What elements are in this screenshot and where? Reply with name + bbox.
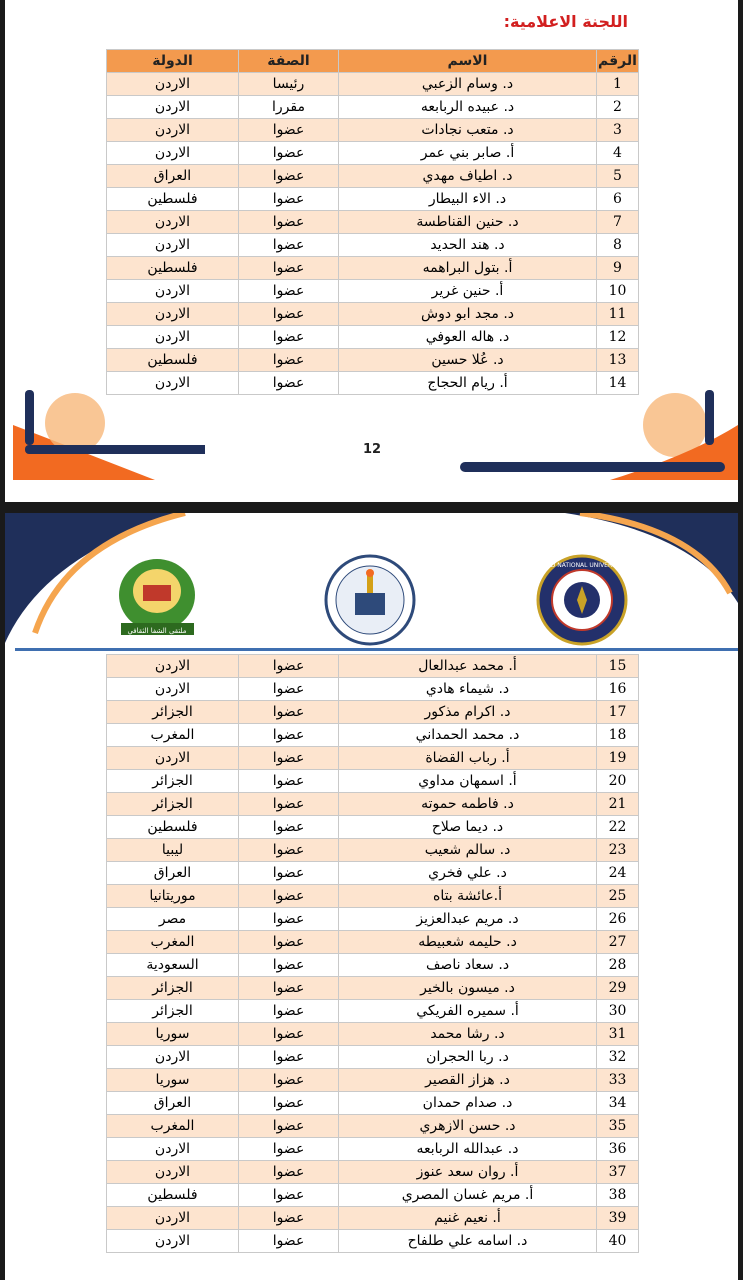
row-country-cell: فلسطين <box>107 1184 239 1207</box>
table-row <box>107 862 639 885</box>
table-row <box>107 1138 639 1161</box>
row-name-cell: د. سالم شعيب <box>339 839 597 862</box>
row-number-cell: 7 <box>597 211 639 234</box>
row-country-cell: المغرب <box>107 1115 239 1138</box>
row-name-cell: د. هاله العوفي <box>339 326 597 349</box>
row-role-cell: عضوا <box>239 1046 339 1069</box>
document-page-2 <box>5 513 738 1280</box>
row-name-cell: د. حنين القناطسة <box>339 211 597 234</box>
row-role-cell: رئيسا <box>239 73 339 96</box>
row-name-cell: د. وسام الزعبي <box>339 73 597 96</box>
row-role-cell: عضوا <box>239 119 339 142</box>
row-name-cell: د. اسامه علي طلفاح <box>339 1230 597 1253</box>
row-number-cell: 36 <box>597 1138 639 1161</box>
row-number-cell: 26 <box>597 908 639 931</box>
row-number-cell: 3 <box>597 119 639 142</box>
row-country-cell: العراق <box>107 862 239 885</box>
table-row <box>107 1023 639 1046</box>
row-role-cell: عضوا <box>239 211 339 234</box>
row-number-cell: 39 <box>597 1207 639 1230</box>
row-name-cell: أ. محمد عبدالعال <box>339 655 597 678</box>
row-country-cell: سوريا <box>107 1069 239 1092</box>
table-row <box>107 885 639 908</box>
row-country-cell: الاردن <box>107 119 239 142</box>
table-row <box>107 954 639 977</box>
row-number-cell: 17 <box>597 701 639 724</box>
table-row <box>107 1046 639 1069</box>
row-name-cell: د. الاء البيطار <box>339 188 597 211</box>
row-name-cell: د. عبدالله الربابعه <box>339 1138 597 1161</box>
row-country-cell: الاردن <box>107 1230 239 1253</box>
table-row <box>107 211 639 234</box>
row-country-cell: المغرب <box>107 931 239 954</box>
row-country-cell: فلسطين <box>107 188 239 211</box>
row-role-cell: عضوا <box>239 349 339 372</box>
table-row <box>107 1069 639 1092</box>
row-country-cell: الجزائر <box>107 770 239 793</box>
row-name-cell: د. سعاد ناصف <box>339 954 597 977</box>
row-name-cell: د. محمد الحمداني <box>339 724 597 747</box>
row-number-cell: 20 <box>597 770 639 793</box>
row-role-cell: مقررا <box>239 96 339 119</box>
table-row <box>107 724 639 747</box>
row-role-cell: عضوا <box>239 931 339 954</box>
page-number: 12 <box>363 442 382 457</box>
table-row <box>107 977 639 1000</box>
row-country-cell: السعودية <box>107 954 239 977</box>
row-number-cell: 14 <box>597 372 639 395</box>
table-row <box>107 142 639 165</box>
row-role-cell: عضوا <box>239 1207 339 1230</box>
row-country-cell: فلسطين <box>107 257 239 280</box>
header-name: الاسم <box>339 50 597 73</box>
row-country-cell: الجزائر <box>107 977 239 1000</box>
row-number-cell: 34 <box>597 1092 639 1115</box>
row-number-cell: 30 <box>597 1000 639 1023</box>
row-number-cell: 38 <box>597 1184 639 1207</box>
row-role-cell: عضوا <box>239 885 339 908</box>
table-row <box>107 326 639 349</box>
row-role-cell: عضوا <box>239 1069 339 1092</box>
row-role-cell: عضوا <box>239 1115 339 1138</box>
row-name-cell: أ. سميره الفريكي <box>339 1000 597 1023</box>
row-role-cell: عضوا <box>239 816 339 839</box>
table-row <box>107 701 639 724</box>
row-role-cell: عضوا <box>239 142 339 165</box>
row-name-cell: أ. رباب القضاة <box>339 747 597 770</box>
row-role-cell: عضوا <box>239 1092 339 1115</box>
row-country-cell: الجزائر <box>107 793 239 816</box>
row-country-cell: موريتانيا <box>107 885 239 908</box>
row-name-cell: أ. صابر بني عمر <box>339 142 597 165</box>
row-number-cell: 12 <box>597 326 639 349</box>
row-country-cell: الاردن <box>107 96 239 119</box>
row-name-cell: أ. حنين غرير <box>339 280 597 303</box>
row-country-cell: الاردن <box>107 211 239 234</box>
table-row <box>107 234 639 257</box>
row-number-cell: 19 <box>597 747 639 770</box>
row-number-cell: 27 <box>597 931 639 954</box>
row-name-cell: د. متعب نجادات <box>339 119 597 142</box>
row-number-cell: 21 <box>597 793 639 816</box>
row-number-cell: 8 <box>597 234 639 257</box>
row-role-cell: عضوا <box>239 655 339 678</box>
footer-decoration-left <box>5 385 205 485</box>
table-row <box>107 119 639 142</box>
row-number-cell: 33 <box>597 1069 639 1092</box>
row-name-cell: أ. مريم غسان المصري <box>339 1184 597 1207</box>
row-country-cell: الاردن <box>107 655 239 678</box>
row-role-cell: عضوا <box>239 372 339 395</box>
table-row <box>107 349 639 372</box>
row-role-cell: عضوا <box>239 1161 339 1184</box>
row-name-cell: أ. اسمهان مداوي <box>339 770 597 793</box>
row-number-cell: 15 <box>597 655 639 678</box>
row-role-cell: عضوا <box>239 165 339 188</box>
row-number-cell: 31 <box>597 1023 639 1046</box>
row-name-cell: د. عبيده الربابعه <box>339 96 597 119</box>
row-number-cell: 6 <box>597 188 639 211</box>
row-name-cell: د. مجد ابو دوش <box>339 303 597 326</box>
row-role-cell: عضوا <box>239 1023 339 1046</box>
table-row <box>107 188 639 211</box>
table-row <box>107 165 639 188</box>
table-row <box>107 839 639 862</box>
row-number-cell: 9 <box>597 257 639 280</box>
row-role-cell: عضوا <box>239 954 339 977</box>
row-role-cell: عضوا <box>239 908 339 931</box>
table-row <box>107 678 639 701</box>
table-row <box>107 96 639 119</box>
row-name-cell: د. عُلا حسين <box>339 349 597 372</box>
row-number-cell: 16 <box>597 678 639 701</box>
committee-heading: اللجنة الاعلامية: <box>503 12 628 31</box>
row-country-cell: الجزائر <box>107 701 239 724</box>
table-row <box>107 908 639 931</box>
row-number-cell: 1 <box>597 73 639 96</box>
row-number-cell: 24 <box>597 862 639 885</box>
row-name-cell: د. فاطمه حموته <box>339 793 597 816</box>
row-role-cell: عضوا <box>239 678 339 701</box>
row-name-cell: د. حليمه شعبيطه <box>339 931 597 954</box>
header-country: الدولة <box>107 50 239 73</box>
row-country-cell: العراق <box>107 165 239 188</box>
row-name-cell: د. هزاز القصير <box>339 1069 597 1092</box>
row-country-cell: ليبيا <box>107 839 239 862</box>
table-body-1 <box>107 73 639 395</box>
table-row <box>107 816 639 839</box>
row-number-cell: 5 <box>597 165 639 188</box>
row-number-cell: 25 <box>597 885 639 908</box>
row-number-cell: 23 <box>597 839 639 862</box>
row-name-cell: د. رشا محمد <box>339 1023 597 1046</box>
row-number-cell: 32 <box>597 1046 639 1069</box>
row-name-cell: د. ديما صلاح <box>339 816 597 839</box>
table-row <box>107 655 639 678</box>
svg-text:IRBID NATIONAL UNIVERSITY: IRBID NATIONAL UNIVERSITY <box>538 562 626 569</box>
row-name-cell: د. صدام حمدان <box>339 1092 597 1115</box>
row-role-cell: عضوا <box>239 188 339 211</box>
table-row <box>107 1000 639 1023</box>
row-country-cell: الاردن <box>107 1161 239 1184</box>
row-number-cell: 18 <box>597 724 639 747</box>
row-role-cell: عضوا <box>239 1138 339 1161</box>
row-country-cell: مصر <box>107 908 239 931</box>
row-name-cell: د. اطياف مهدي <box>339 165 597 188</box>
row-number-cell: 10 <box>597 280 639 303</box>
row-country-cell: الاردن <box>107 280 239 303</box>
row-number-cell: 29 <box>597 977 639 1000</box>
svg-text:ملتقى الشفا الثقافي: ملتقى الشفا الثقافي <box>127 627 187 635</box>
table-row <box>107 747 639 770</box>
irbid-university-logo <box>535 553 630 648</box>
table-row <box>107 1115 639 1138</box>
table-row <box>107 1092 639 1115</box>
arab-academic-assoc-logo <box>323 553 418 648</box>
row-name-cell: د. اكرام مذكور <box>339 701 597 724</box>
row-role-cell: عضوا <box>239 977 339 1000</box>
row-role-cell: عضوا <box>239 326 339 349</box>
row-number-cell: 22 <box>597 816 639 839</box>
table-row <box>107 770 639 793</box>
row-country-cell: الاردن <box>107 73 239 96</box>
row-number-cell: 2 <box>597 96 639 119</box>
table-row <box>107 1184 639 1207</box>
row-name-cell: د. هند الحديد <box>339 234 597 257</box>
row-name-cell: أ. روان سعد عنوز <box>339 1161 597 1184</box>
row-name-cell: أ. نعيم غنيم <box>339 1207 597 1230</box>
row-role-cell: عضوا <box>239 747 339 770</box>
row-country-cell: الاردن <box>107 372 239 395</box>
table-row <box>107 931 639 954</box>
row-country-cell: المغرب <box>107 724 239 747</box>
row-name-cell: د. علي فخري <box>339 862 597 885</box>
row-name-cell: أ.عائشة بتاه <box>339 885 597 908</box>
table-row <box>107 73 639 96</box>
row-name-cell: د. مريم عبدالعزيز <box>339 908 597 931</box>
table-row <box>107 1207 639 1230</box>
table-row <box>107 257 639 280</box>
row-role-cell: عضوا <box>239 793 339 816</box>
row-country-cell: الاردن <box>107 747 239 770</box>
table-row <box>107 1230 639 1253</box>
row-role-cell: عضوا <box>239 770 339 793</box>
row-number-cell: 40 <box>597 1230 639 1253</box>
row-role-cell: عضوا <box>239 862 339 885</box>
row-country-cell: سوريا <box>107 1023 239 1046</box>
row-role-cell: عضوا <box>239 724 339 747</box>
row-number-cell: 28 <box>597 954 639 977</box>
committee-table-2 <box>106 654 639 1253</box>
row-country-cell: الاردن <box>107 326 239 349</box>
row-name-cell: د. شيماء هادي <box>339 678 597 701</box>
row-role-cell: عضوا <box>239 280 339 303</box>
row-name-cell: أ. ريام الحجاج <box>339 372 597 395</box>
row-role-cell: عضوا <box>239 234 339 257</box>
table-row <box>107 793 639 816</box>
row-name-cell: أ. بتول البراهمه <box>339 257 597 280</box>
table-row <box>107 1161 639 1184</box>
header-number: الرقم <box>597 50 639 73</box>
row-country-cell: الاردن <box>107 1207 239 1230</box>
row-number-cell: 35 <box>597 1115 639 1138</box>
header-role: الصفة <box>239 50 339 73</box>
table-body-2 <box>107 655 639 1253</box>
row-number-cell: 4 <box>597 142 639 165</box>
row-name-cell: د. ربا الحجران <box>339 1046 597 1069</box>
row-role-cell: عضوا <box>239 1000 339 1023</box>
row-country-cell: الجزائر <box>107 1000 239 1023</box>
document-page-1 <box>5 0 738 502</box>
culture-forum-logo <box>115 553 200 638</box>
row-role-cell: عضوا <box>239 303 339 326</box>
row-role-cell: عضوا <box>239 839 339 862</box>
row-country-cell: فلسطين <box>107 816 239 839</box>
row-name-cell: د. حسن الازهري <box>339 1115 597 1138</box>
row-country-cell: فلسطين <box>107 349 239 372</box>
footer-decoration-right <box>460 385 738 485</box>
row-country-cell: الاردن <box>107 142 239 165</box>
row-role-cell: عضوا <box>239 257 339 280</box>
row-role-cell: عضوا <box>239 1230 339 1253</box>
row-number-cell: 11 <box>597 303 639 326</box>
table-row <box>107 280 639 303</box>
table-row <box>107 303 639 326</box>
row-number-cell: 13 <box>597 349 639 372</box>
row-country-cell: الاردن <box>107 678 239 701</box>
table-header-row <box>107 50 639 73</box>
row-country-cell: الاردن <box>107 1138 239 1161</box>
row-number-cell: 37 <box>597 1161 639 1184</box>
row-country-cell: الاردن <box>107 303 239 326</box>
row-country-cell: العراق <box>107 1092 239 1115</box>
row-country-cell: الاردن <box>107 234 239 257</box>
committee-table-1 <box>106 49 639 395</box>
row-name-cell: د. ميسون بالخير <box>339 977 597 1000</box>
row-role-cell: عضوا <box>239 1184 339 1207</box>
header-divider <box>15 648 738 651</box>
row-country-cell: الاردن <box>107 1046 239 1069</box>
row-role-cell: عضوا <box>239 701 339 724</box>
